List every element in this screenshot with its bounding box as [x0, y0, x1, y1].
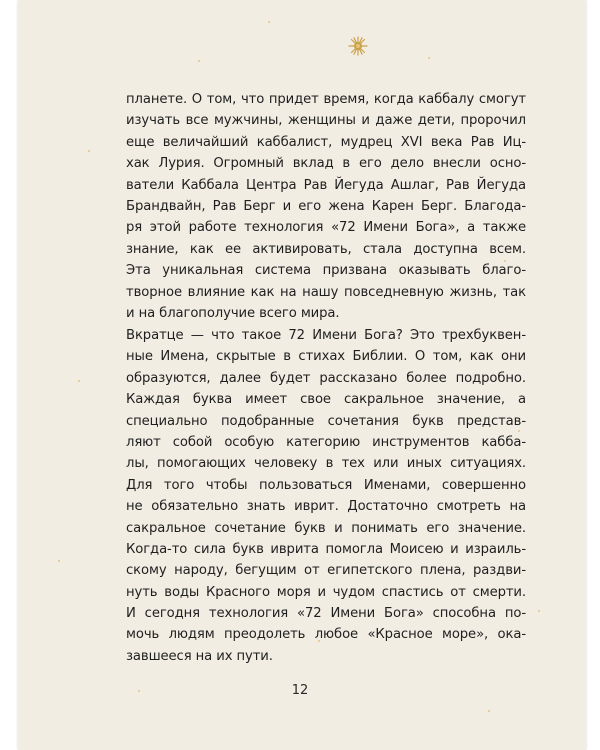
text-line: хак Лурия. Огромный вклад в его дело внесли осно- [126, 156, 526, 172]
text-line: сакральное сочетание букв и понимать его значение. [126, 520, 526, 536]
text-line: Вкратце — что такое 72 Имени Бога? Это трехбуквен- [126, 328, 526, 343]
text-line: Эта уникальная система призвана оказывать благо- [126, 263, 526, 279]
text-line: завшееся на их пути. [126, 648, 273, 664]
text-line: ные Имена, скрытые в стихах Библии. О том, как они [126, 349, 526, 365]
paragraph-2 [126, 325, 526, 667]
text-line: ляют собой особую категорию инструментов кабба- [126, 434, 526, 450]
paragraph-1 [126, 89, 526, 324]
text-line: знание, как ее активировать, стала доступна всем. [126, 241, 526, 257]
text-line: скому народу, бегущим от египетского плена, раздви- [126, 563, 526, 579]
text-line: специально подобранные сочетания букв представ- [126, 413, 526, 429]
text-line: нуть воды Красного моря и чудом спастись от смерти. [126, 584, 526, 600]
gold-speck [78, 380, 80, 382]
gold-speck [268, 21, 270, 23]
text-line: лы, помогающих человеку в тех или иных ситуациях. [126, 456, 526, 472]
text-line: мочь людям преодолеть любое «Красное море», ока- [126, 627, 526, 643]
gold-speck [538, 610, 540, 612]
text-line: изучать все мужчины, женщины и даже дети, пророчил [126, 113, 526, 129]
gold-speck [88, 150, 90, 152]
page-number: 12 [291, 683, 309, 698]
text-line: ватели Каббала Центра Рав Йегуда Ашлаг, Рав Йегуда [126, 177, 526, 193]
text-line: не обязательно знать иврит. Достаточно смотреть на [126, 499, 526, 515]
text-line: творное влияние как на нашу повседневную жизнь, так [126, 284, 526, 300]
star-burst-icon [348, 36, 368, 56]
text-line: Когда-то сила букв иврита помогла Моисею и израиль- [126, 541, 526, 557]
gold-speck [488, 710, 490, 712]
text-line: Для того чтобы пользоваться Именами, совершенно [126, 477, 526, 493]
gold-speck [428, 57, 430, 59]
text-line: Брандвайн, Рав Берг и его жена Карен Берг. Благода- [126, 198, 526, 214]
gold-speck [58, 560, 60, 562]
text-line: И сегодня технология «72 Имени Бога» способна по- [126, 606, 526, 622]
text-line: и на благополучие всего мира. [126, 305, 340, 321]
text-line: планете. О том, что придет время, когда каббалу смогут [126, 92, 526, 107]
text-line: образуются, далее будет рассказано более подробно. [126, 370, 526, 386]
gold-speck [198, 60, 200, 62]
text-line: ря этой работе технология «72 Имени Бога», а также [126, 220, 526, 236]
text-line: Каждая буква имеет свое сакральное значение, а [126, 392, 526, 408]
text-line: еще величайший каббалист, мудрец XVI века Рав Иц- [126, 134, 526, 150]
